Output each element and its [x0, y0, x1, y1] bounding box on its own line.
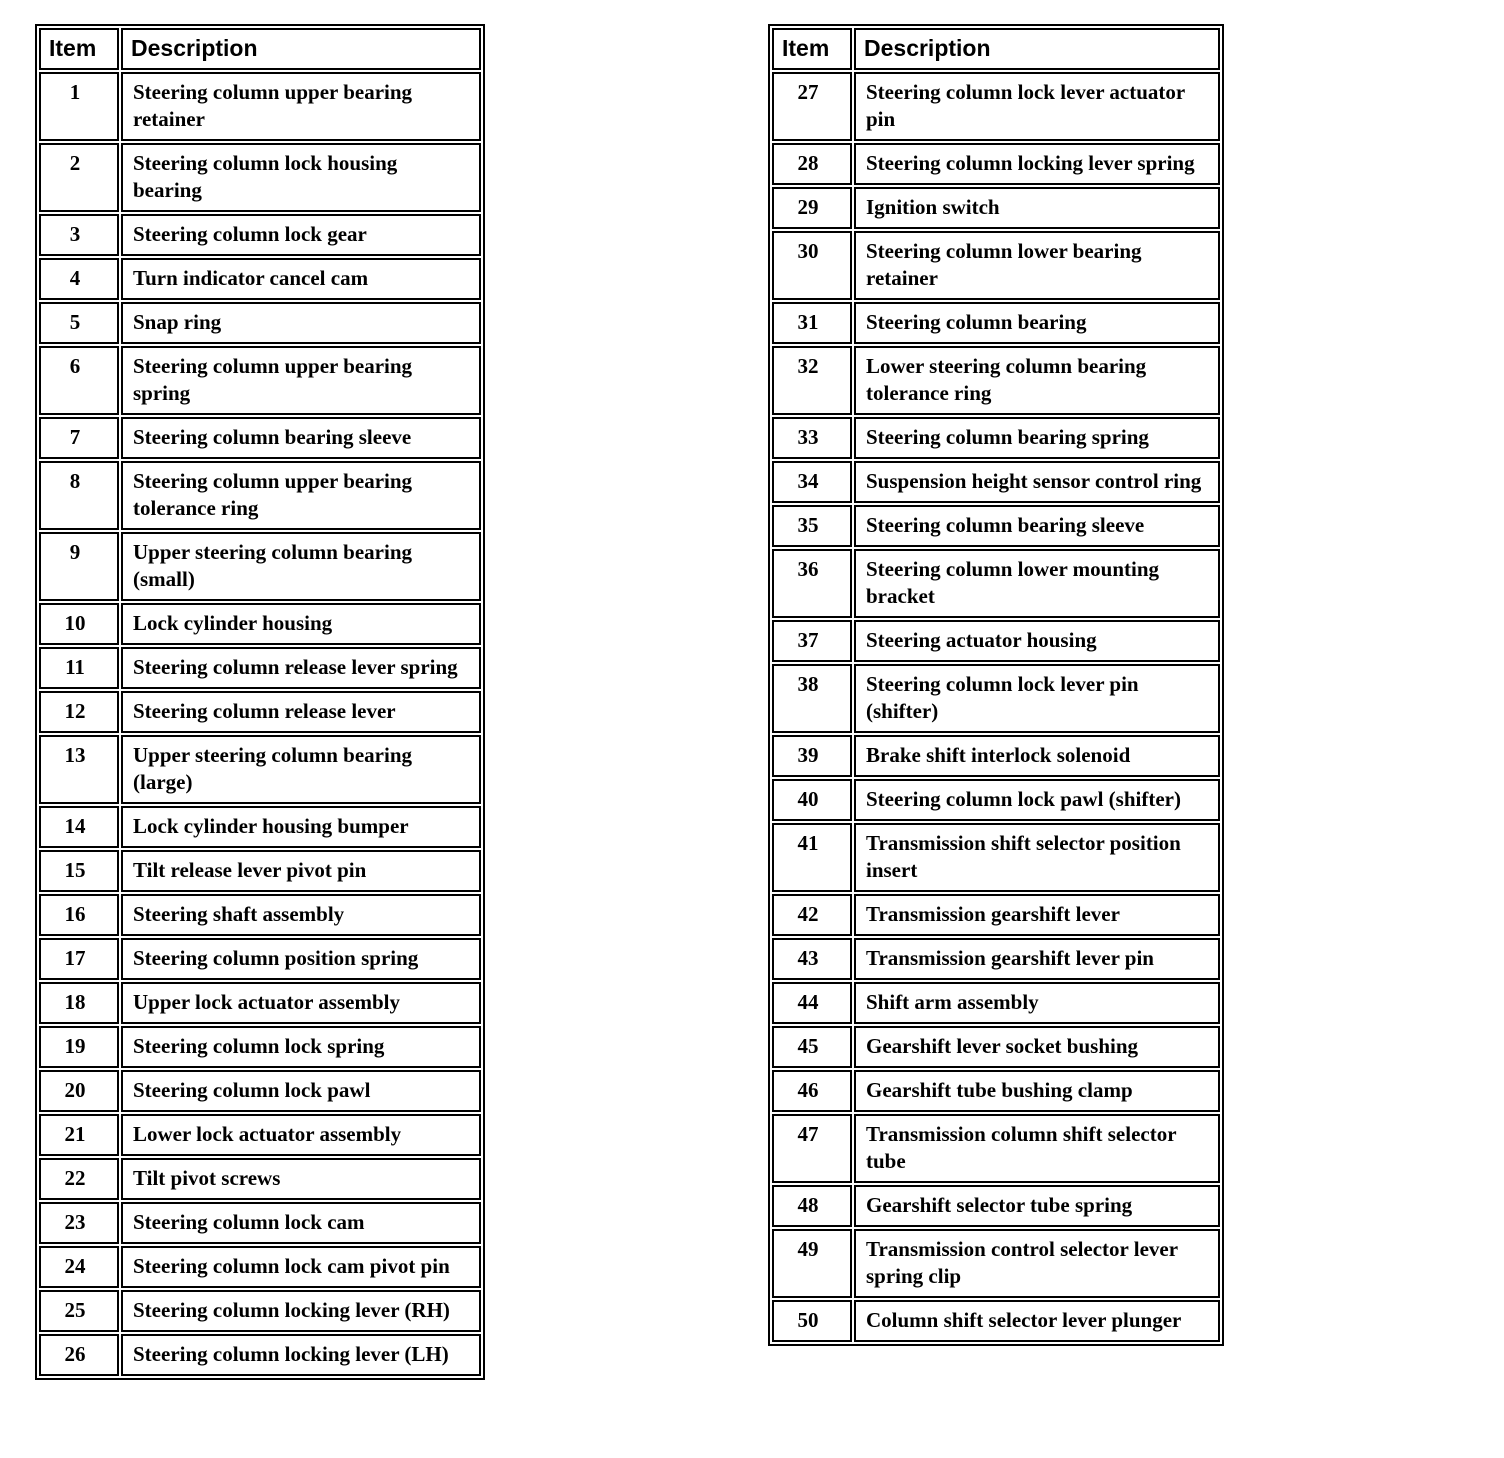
table-row — [772, 735, 1220, 777]
item-number: 3 — [39, 214, 119, 256]
table-row — [39, 214, 481, 256]
item-number: 27 — [772, 72, 852, 141]
item-description: Steering column lock pawl — [121, 1070, 481, 1112]
item-description: Steering column lock pawl (shifter) — [854, 779, 1220, 821]
item-number: 31 — [772, 302, 852, 344]
item-number: 2 — [39, 143, 119, 212]
item-number: 24 — [39, 1246, 119, 1288]
table-row — [772, 664, 1220, 733]
item-number: 8 — [39, 461, 119, 530]
item-number: 43 — [772, 938, 852, 980]
item-description: Lock cylinder housing bumper — [121, 806, 481, 848]
item-description: Transmission control selector lever spring clip — [854, 1229, 1220, 1298]
table-row — [39, 1026, 481, 1068]
item-description: Brake shift interlock solenoid — [854, 735, 1220, 777]
item-description: Snap ring — [121, 302, 481, 344]
item-number: 1 — [39, 72, 119, 141]
table-row — [39, 1070, 481, 1112]
item-description: Steering column bearing spring — [854, 417, 1220, 459]
parts-table-body — [39, 72, 481, 1376]
item-number: 37 — [772, 620, 852, 662]
item-description: Steering column lower bearing retainer — [854, 231, 1220, 300]
item-number: 49 — [772, 1229, 852, 1298]
item-number: 11 — [39, 647, 119, 689]
item-number: 22 — [39, 1158, 119, 1200]
item-number: 28 — [772, 143, 852, 185]
item-number: 44 — [772, 982, 852, 1024]
item-description: Steering shaft assembly — [121, 894, 481, 936]
item-description: Steering column lock lever actuator pin — [854, 72, 1220, 141]
item-description: Steering column position spring — [121, 938, 481, 980]
table-row — [39, 258, 481, 300]
item-description: Steering column lock cam — [121, 1202, 481, 1244]
item-description: Upper lock actuator assembly — [121, 982, 481, 1024]
item-column-header: Item — [39, 28, 119, 70]
item-number: 47 — [772, 1114, 852, 1183]
item-description: Tilt release lever pivot pin — [121, 850, 481, 892]
item-description: Steering column lock spring — [121, 1026, 481, 1068]
table-row — [39, 735, 481, 804]
table-row — [772, 346, 1220, 415]
parts-table-body — [772, 72, 1220, 1342]
item-number: 25 — [39, 1290, 119, 1332]
item-number: 30 — [772, 231, 852, 300]
item-description: Upper steering column bearing (small) — [121, 532, 481, 601]
item-description: Steering column lower mounting bracket — [854, 549, 1220, 618]
table-row — [39, 1334, 481, 1376]
table-row — [39, 982, 481, 1024]
item-description: Steering column locking lever spring — [854, 143, 1220, 185]
item-description: Transmission shift selector position insert — [854, 823, 1220, 892]
table-row — [772, 461, 1220, 503]
table-row — [772, 505, 1220, 547]
table-row — [772, 143, 1220, 185]
table-row — [772, 823, 1220, 892]
item-description: Gearshift tube bushing clamp — [854, 1070, 1220, 1112]
table-row — [39, 532, 481, 601]
item-description: Lock cylinder housing — [121, 603, 481, 645]
table-row — [39, 894, 481, 936]
table-row — [39, 850, 481, 892]
item-description: Steering column lock housing bearing — [121, 143, 481, 212]
item-number: 50 — [772, 1300, 852, 1342]
table-row — [772, 1300, 1220, 1342]
item-number: 17 — [39, 938, 119, 980]
item-number: 16 — [39, 894, 119, 936]
table-row — [39, 1202, 481, 1244]
item-number: 40 — [772, 779, 852, 821]
table-row — [772, 302, 1220, 344]
item-number: 9 — [39, 532, 119, 601]
item-number: 18 — [39, 982, 119, 1024]
table-row — [772, 1185, 1220, 1227]
table-row — [772, 1026, 1220, 1068]
item-number: 35 — [772, 505, 852, 547]
item-description: Steering column lock cam pivot pin — [121, 1246, 481, 1288]
item-description: Turn indicator cancel cam — [121, 258, 481, 300]
table-row — [772, 187, 1220, 229]
item-description: Steering column upper bearing retainer — [121, 72, 481, 141]
item-description: Gearshift lever socket bushing — [854, 1026, 1220, 1068]
item-number: 13 — [39, 735, 119, 804]
item-description: Tilt pivot screws — [121, 1158, 481, 1200]
item-description: Column shift selector lever plunger — [854, 1300, 1220, 1342]
item-description: Upper steering column bearing (large) — [121, 735, 481, 804]
item-number: 32 — [772, 346, 852, 415]
item-description: Steering column bearing — [854, 302, 1220, 344]
item-number: 4 — [39, 258, 119, 300]
item-description: Steering column release lever spring — [121, 647, 481, 689]
item-number: 10 — [39, 603, 119, 645]
parts-table-items-27-50 — [768, 24, 1224, 1346]
item-description: Steering column bearing sleeve — [121, 417, 481, 459]
item-description: Steering column bearing sleeve — [854, 505, 1220, 547]
table-row — [39, 1290, 481, 1332]
item-description: Steering column lock gear — [121, 214, 481, 256]
table-row — [39, 647, 481, 689]
item-description: Transmission column shift selector tube — [854, 1114, 1220, 1183]
item-number: 42 — [772, 894, 852, 936]
table-row — [772, 894, 1220, 936]
item-number: 34 — [772, 461, 852, 503]
item-number: 48 — [772, 1185, 852, 1227]
table-row — [772, 1229, 1220, 1298]
item-number: 36 — [772, 549, 852, 618]
item-number: 15 — [39, 850, 119, 892]
item-number: 46 — [772, 1070, 852, 1112]
item-description: Steering column locking lever (RH) — [121, 1290, 481, 1332]
table-row — [39, 1158, 481, 1200]
item-description: Steering column locking lever (LH) — [121, 1334, 481, 1376]
item-description: Steering column upper bearing spring — [121, 346, 481, 415]
item-number: 5 — [39, 302, 119, 344]
item-number: 14 — [39, 806, 119, 848]
table-row — [772, 231, 1220, 300]
item-number: 23 — [39, 1202, 119, 1244]
table-row — [39, 806, 481, 848]
item-number: 21 — [39, 1114, 119, 1156]
table-row — [772, 1070, 1220, 1112]
item-description: Lower lock actuator assembly — [121, 1114, 481, 1156]
item-number: 26 — [39, 1334, 119, 1376]
table-row — [39, 1246, 481, 1288]
table-row — [39, 417, 481, 459]
item-number: 7 — [39, 417, 119, 459]
item-number: 38 — [772, 664, 852, 733]
parts-table-items-1-26 — [35, 24, 485, 1380]
table-row — [39, 346, 481, 415]
table-row — [39, 938, 481, 980]
header-row — [772, 28, 1220, 70]
item-description: Steering actuator housing — [854, 620, 1220, 662]
table-row — [39, 461, 481, 530]
item-number: 33 — [772, 417, 852, 459]
description-column-header: Description — [121, 28, 481, 70]
table-row — [39, 143, 481, 212]
item-description: Gearshift selector tube spring — [854, 1185, 1220, 1227]
table-row — [772, 938, 1220, 980]
table-row — [39, 691, 481, 733]
table-row — [39, 603, 481, 645]
item-description: Steering column upper bearing tolerance ring — [121, 461, 481, 530]
item-number: 29 — [772, 187, 852, 229]
table-row — [772, 417, 1220, 459]
item-number: 39 — [772, 735, 852, 777]
item-description: Ignition switch — [854, 187, 1220, 229]
table-row — [772, 72, 1220, 141]
item-number: 45 — [772, 1026, 852, 1068]
description-column-header: Description — [854, 28, 1220, 70]
item-number: 41 — [772, 823, 852, 892]
item-description: Steering column lock lever pin (shifter) — [854, 664, 1220, 733]
table-row — [772, 620, 1220, 662]
item-description: Lower steering column bearing tolerance ring — [854, 346, 1220, 415]
item-description: Transmission gearshift lever — [854, 894, 1220, 936]
item-description: Steering column release lever — [121, 691, 481, 733]
header-row — [39, 28, 481, 70]
item-number: 12 — [39, 691, 119, 733]
table-row — [772, 1114, 1220, 1183]
table-row — [39, 1114, 481, 1156]
item-description: Suspension height sensor control ring — [854, 461, 1220, 503]
item-number: 6 — [39, 346, 119, 415]
table-row — [39, 72, 481, 141]
item-number: 20 — [39, 1070, 119, 1112]
table-row — [39, 302, 481, 344]
item-description: Shift arm assembly — [854, 982, 1220, 1024]
item-description: Transmission gearshift lever pin — [854, 938, 1220, 980]
item-number: 19 — [39, 1026, 119, 1068]
table-row — [772, 779, 1220, 821]
table-row — [772, 982, 1220, 1024]
item-column-header: Item — [772, 28, 852, 70]
table-row — [772, 549, 1220, 618]
